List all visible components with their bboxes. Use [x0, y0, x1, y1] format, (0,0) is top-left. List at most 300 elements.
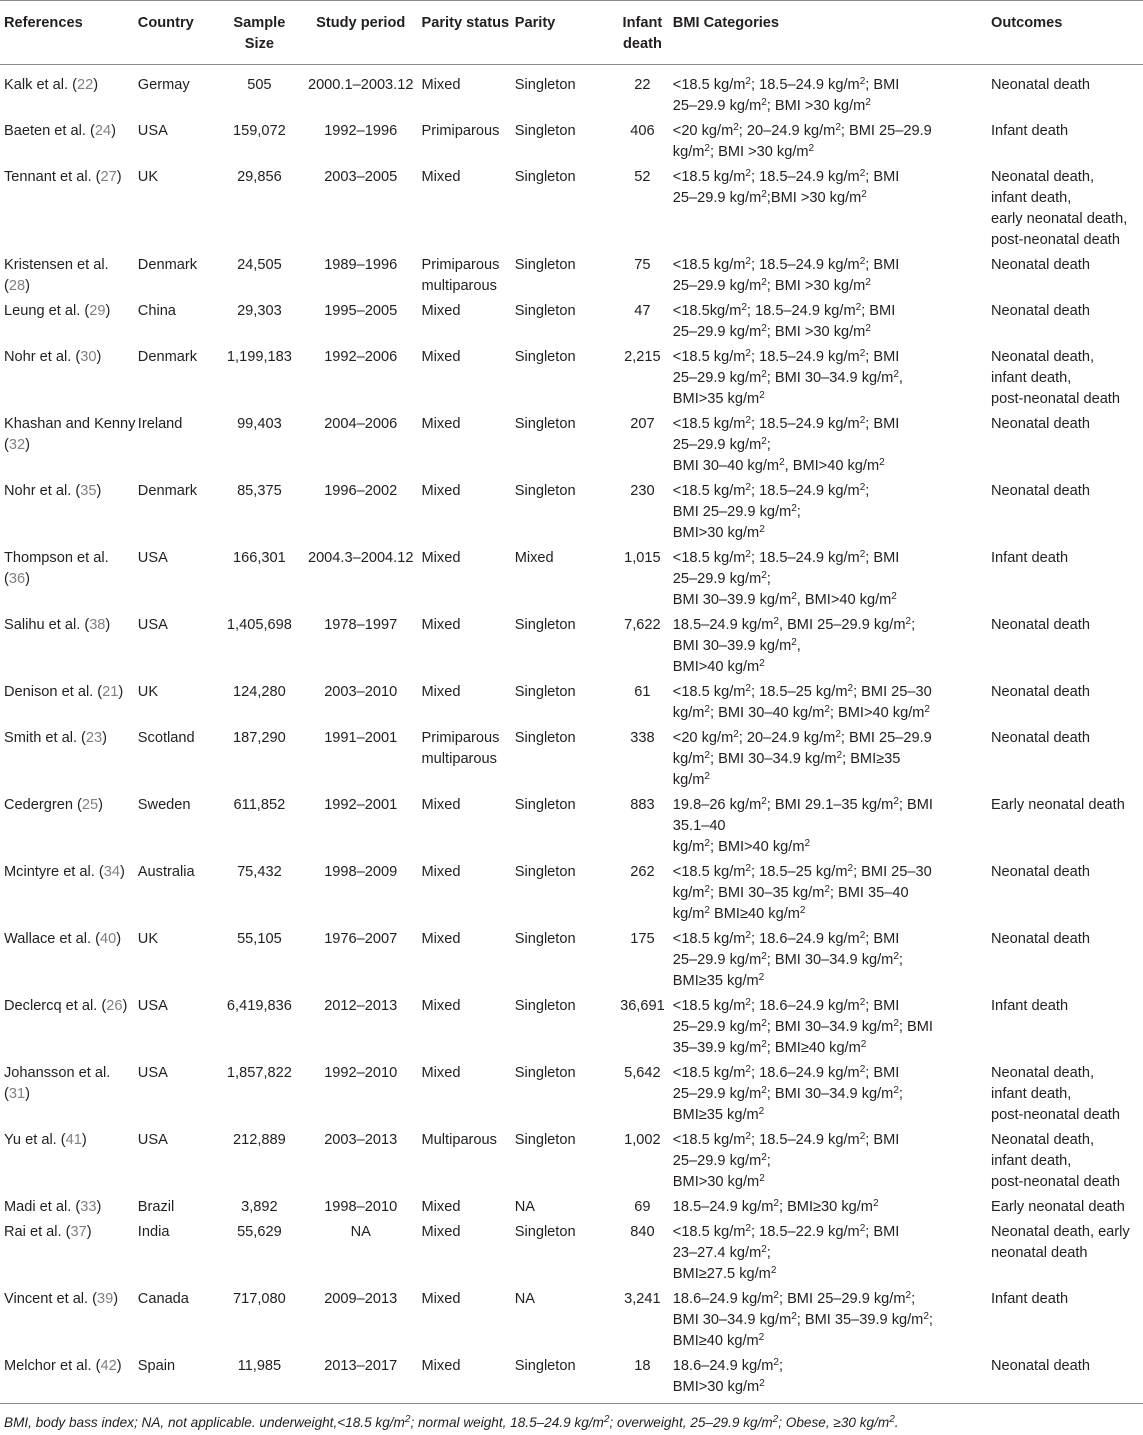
- cell-parity-status: Mixed: [422, 1353, 515, 1404]
- cell-reference: [0, 1286, 138, 1353]
- cell-bmi-categories: [673, 612, 991, 679]
- cell-reference: [0, 792, 138, 859]
- table-row: [0, 252, 1143, 298]
- bmi-line: BMI>30 $kg/m^2$: [672, 1173, 765, 1190]
- header-row: [0, 1, 1143, 65]
- bmi-line: <18.5 $kg/m^2$; 18.5–24.9 $kg/m^2$; BMI: [672, 549, 900, 566]
- cell-parity: Singleton: [514, 483, 576, 499]
- cell-country: Canada: [137, 1291, 189, 1307]
- outcome-line: post-neonatal death: [990, 232, 1120, 248]
- bmi-line: BMI≥35 $kg/m^2$: [672, 972, 765, 989]
- table-header: [0, 1, 1143, 65]
- cell-country: Ireland: [137, 416, 183, 432]
- bmi-line: 25–29.9 $kg/m^2$; BMI >30 $kg/m^2$: [672, 97, 871, 114]
- cell-sample-size: 1,405,698: [226, 617, 292, 633]
- citation-link[interactable]: 39: [97, 1291, 114, 1307]
- cell-parity: NA: [514, 1199, 536, 1215]
- bmi-line: 25–29.9 $kg/m^2$; BMI 30–34.9 $kg/m^2$;: [672, 1085, 903, 1102]
- reference-text: Tennant et al. (: [4, 169, 101, 185]
- cell-parity: Singleton: [514, 303, 576, 319]
- outcome-line: Infant death: [990, 998, 1069, 1014]
- cell-study-period: 1992–2006: [324, 349, 398, 365]
- table-row: [0, 859, 1143, 926]
- outcome-line: Infant death: [990, 550, 1069, 566]
- bmi-line: <18.5 $kg/m^2$; 18.5–24.9 $kg/m^2$; BMI: [672, 415, 900, 432]
- cell-outcomes: [991, 1060, 1143, 1127]
- header-outcomes: Outcomes: [991, 1, 1143, 65]
- bmi-line: 25–29.9 $kg/m^2$; BMI 30–34.9 $kg/m^2$,: [672, 369, 903, 386]
- table-row: [0, 679, 1143, 725]
- reference-close: ): [93, 77, 99, 93]
- header-parity: Parity: [515, 1, 612, 65]
- cell-bmi-categories: [673, 252, 991, 298]
- cell-study-period: 1992–1996: [324, 123, 398, 139]
- cell-reference: [0, 1353, 138, 1404]
- outcome-line: post-neonatal death: [990, 391, 1120, 407]
- cell-sample-size: 6,419,836: [226, 998, 292, 1014]
- reference-close: ): [96, 1199, 102, 1215]
- cell-country: USA: [137, 998, 168, 1014]
- outcome-line: Neonatal death,: [990, 1132, 1095, 1148]
- cell-parity: Singleton: [514, 1065, 576, 1081]
- table-row: [0, 1353, 1143, 1404]
- cell-reference: [0, 118, 138, 164]
- bmi-line: 19.8–26 $kg/m^2$; BMI 29.1–35 $kg/m^2$; BMI: [672, 796, 933, 813]
- outcome-line: Neonatal death: [990, 257, 1090, 273]
- cell-sample-size: 124,280: [233, 684, 286, 700]
- cell-study-period: 2000.1–2003.12: [307, 77, 414, 93]
- outcome-line: Neonatal death: [990, 77, 1090, 93]
- cell-sample-size: 55,629: [237, 1224, 282, 1240]
- cell-infant-death: 1,015: [624, 550, 661, 566]
- cell-parity: NA: [514, 1291, 536, 1307]
- cell-parity: Singleton: [514, 931, 576, 947]
- reference-text: Melchor et al. (: [4, 1358, 101, 1374]
- outcome-line: infant death,: [990, 370, 1072, 386]
- cell-parity-status: Mixed: [421, 1291, 461, 1307]
- cell-study-period: 2013–2017: [300, 1353, 422, 1404]
- cell-reference: [0, 252, 138, 298]
- reference-close: ): [116, 931, 122, 947]
- cell-parity-status: Mixed: [421, 483, 461, 499]
- cell-bmi-categories: [673, 164, 991, 252]
- table-row: [0, 164, 1143, 252]
- cell-parity-status: Mixed: [421, 303, 461, 319]
- cell-reference: [0, 1060, 138, 1127]
- outcome-line: Infant death: [990, 123, 1069, 139]
- cell-country: Australia: [137, 864, 195, 880]
- bmi-line: 25–29.9 $kg/m^2$; BMI 30–34.9 $kg/m^2$; BMI: [672, 1018, 933, 1035]
- bmi-line: 35–39.9 $kg/m^2$; BMI≥40 $kg/m^2$: [672, 1039, 867, 1056]
- cell-outcomes: [991, 252, 1143, 298]
- reference-text: Rai et al. (: [4, 1224, 71, 1240]
- cell-infant-death: 262: [630, 864, 655, 880]
- citation-link[interactable]: 38: [89, 617, 106, 633]
- cell-infant-death: 7,622: [624, 617, 661, 633]
- cell-infant-death: 175: [630, 931, 655, 947]
- reference-text: Denison et al. (: [4, 684, 103, 700]
- table-row: [0, 1194, 1143, 1219]
- outcome-line: infant death,: [990, 190, 1072, 206]
- cell-outcomes: [991, 164, 1143, 252]
- citation-link[interactable]: 31: [8, 1086, 26, 1102]
- cell-reference: [0, 859, 138, 926]
- header-sample-size: Sample Size: [219, 1, 300, 65]
- bmi-line: $kg/m^2$ BMI≥40 $kg/m^2$: [672, 905, 806, 922]
- cell-sample-size: 75,432: [237, 864, 282, 880]
- cell-sample-size: 611,852: [233, 797, 286, 813]
- cell-parity-status: Mixed: [421, 550, 461, 566]
- citation-link[interactable]: 24: [94, 123, 112, 139]
- cell-study-period: 1976–2007: [324, 931, 398, 947]
- cell-outcomes: [991, 298, 1143, 344]
- outcome-line: Neonatal death, early: [990, 1224, 1130, 1240]
- reference-text: Wallace et al. (: [4, 931, 100, 947]
- table-body: [0, 65, 1143, 1404]
- cell-bmi-categories: [673, 411, 991, 478]
- cell-parity-status: Mixed: [421, 1199, 461, 1215]
- cell-bmi-categories: [673, 1286, 991, 1353]
- table-row: [0, 1060, 1143, 1127]
- cell-study-period: 2003–2005: [324, 169, 398, 185]
- reference-text: Nohr et al. (: [4, 483, 81, 499]
- cell-bmi-categories: [673, 725, 991, 792]
- table-row: [0, 344, 1143, 411]
- outcome-line: Neonatal death,: [990, 169, 1095, 185]
- cell-study-period: 2003–2010: [324, 684, 398, 700]
- reference-text: Johansson et al. (: [4, 1065, 111, 1102]
- cell-bmi-categories: [673, 478, 991, 545]
- header-references: References: [0, 1, 138, 65]
- cell-country: Scotland: [137, 730, 195, 746]
- cell-outcomes: [991, 1127, 1143, 1194]
- bmi-line: BMI 25–29.9 $kg/m^2$;: [672, 503, 801, 520]
- reference-close: ): [105, 617, 111, 633]
- cell-study-period: 2009–2013: [324, 1291, 398, 1307]
- cell-reference: [0, 1219, 138, 1286]
- cell-study-period: 1992–2010: [324, 1065, 398, 1081]
- cell-country: Denmark: [137, 257, 197, 273]
- cell-reference: [0, 344, 138, 411]
- cell-outcomes: [991, 1286, 1143, 1353]
- outcome-line: post-neonatal death: [990, 1174, 1120, 1190]
- cell-country: Denmark: [137, 349, 197, 365]
- outcome-line: infant death,: [990, 1086, 1072, 1102]
- citation-link[interactable]: 32: [8, 437, 26, 453]
- cell-outcomes: [991, 792, 1143, 859]
- cell-bmi-categories: [673, 679, 991, 725]
- citation-link[interactable]: 30: [80, 349, 97, 365]
- cell-reference: [0, 679, 138, 725]
- reference-close: ): [81, 1132, 87, 1148]
- header-parity-status: Parity status: [422, 1, 515, 65]
- table-footnote: BMI, body bass index; NA, not applicable. underweight,<18.5 $kg/m^2$; normal weight, 18.5–24.9 $kg/m^2$; overweight, 25–29.9 $kg/m^2$; Obese, ≥30 $kg/m^2$.: [4, 1414, 899, 1430]
- cell-infant-death: 883: [630, 797, 655, 813]
- table-row: [0, 612, 1143, 679]
- citation-link[interactable]: 27: [100, 169, 117, 185]
- cell-study-period: 1998–2010: [324, 1199, 398, 1215]
- cell-study-period: 1998–2009: [324, 864, 398, 880]
- cell-study-period: NA: [350, 1224, 371, 1240]
- cell-outcomes: [991, 478, 1143, 545]
- cell-infant-death: 36,691: [620, 998, 665, 1014]
- outcome-line: neonatal death: [990, 1245, 1088, 1261]
- cell-parity: Singleton: [514, 1224, 576, 1240]
- cell-parity-status: Mixed: [421, 349, 461, 365]
- cell-bmi-categories: [673, 1194, 991, 1219]
- cell-country: Sweden: [137, 797, 191, 813]
- citation-link[interactable]: 37: [70, 1224, 87, 1240]
- cell-study-period: 2004–2006: [324, 416, 398, 432]
- cell-sample-size: 505: [247, 77, 272, 93]
- bmi-line: $<18.5kg/m^2$; 18.5–24.9 $kg/m^2$; BMI: [672, 302, 896, 319]
- reference-close: ): [25, 1086, 30, 1102]
- table-row: [0, 1219, 1143, 1286]
- cell-parity: Singleton: [514, 257, 576, 273]
- citation-link[interactable]: 25: [81, 797, 99, 813]
- reference-text: Yu et al. (: [4, 1132, 66, 1148]
- cell-infant-death: 75: [634, 257, 651, 273]
- bmi-line: 25–29.9 $kg/m^2$;: [672, 570, 771, 587]
- cell-outcomes: [991, 926, 1143, 993]
- bmi-line: $kg/m^2$; BMI 30–34.9 $kg/m^2$; BMI≥35: [672, 750, 901, 767]
- outcome-line: infant death,: [990, 1153, 1072, 1169]
- cell-infant-death: 69: [634, 1199, 651, 1215]
- bmi-line: $kg/m^2$; BMI>40 $kg/m^2$: [672, 838, 811, 855]
- cell-infant-death: 3,241: [624, 1291, 661, 1307]
- bmi-line: BMI>30 $kg/m^2$: [672, 1378, 765, 1395]
- cell-outcomes: [991, 679, 1143, 725]
- cell-parity: Singleton: [514, 1132, 576, 1148]
- cell-study-period: 1996–2002: [324, 483, 398, 499]
- citation-link[interactable]: 41: [65, 1132, 82, 1148]
- header-bmi-categories: BMI Categories: [673, 1, 991, 65]
- reference-text: Mcintyre et al. (: [4, 864, 104, 880]
- cell-sample-size: 85,375: [237, 483, 282, 499]
- cell-reference: [0, 65, 138, 119]
- bmi-line: <18.5 $kg/m^2$; 18.5–25 $kg/m^2$; BMI 25–30: [672, 683, 932, 700]
- bmi-line: 18.5–24.9 $kg/m^2$; BMI≥30 $kg/m^2$: [672, 1198, 879, 1215]
- bmi-line: 25–29.9 $kg/m^2$;: [672, 436, 771, 453]
- reference-text: Declercq et al. (: [4, 998, 107, 1014]
- cell-parity-status: Primiparous: [421, 123, 500, 139]
- reference-close: ): [25, 278, 30, 294]
- cell-parity: Singleton: [514, 797, 576, 813]
- outcome-line: Neonatal death: [990, 684, 1090, 700]
- reference-text: Vincent et al. (: [4, 1291, 98, 1307]
- reference-close: ): [113, 1291, 119, 1307]
- citation-link[interactable]: 26: [106, 998, 123, 1014]
- citation-link[interactable]: 22: [77, 77, 94, 93]
- reference-close: ): [119, 864, 125, 880]
- table-row: [0, 926, 1143, 993]
- outcome-line: Neonatal death: [990, 483, 1090, 499]
- bmi-line: <20 $kg/m^2$; 20–24.9 $kg/m^2$; BMI 25–29.9: [672, 729, 932, 746]
- cell-bmi-categories: [673, 1219, 991, 1286]
- cell-bmi-categories: [673, 859, 991, 926]
- cell-parity: Singleton: [515, 1353, 612, 1404]
- cell-reference: [0, 612, 138, 679]
- cell-reference: [0, 1194, 138, 1219]
- citation-link[interactable]: 40: [99, 931, 117, 947]
- cell-bmi-categories: [673, 118, 991, 164]
- cell-parity-status: Mixed: [421, 931, 461, 947]
- outcome-line: Infant death: [990, 1291, 1069, 1307]
- cell-parity: Singleton: [514, 684, 576, 700]
- cell-country: USA: [137, 123, 168, 139]
- bmi-line: BMI 30–34.9 $kg/m^2$; BMI 35–39.9 $kg/m^2$;: [672, 1311, 933, 1328]
- cell-country: UK: [137, 931, 159, 947]
- bmi-line: 23–27.4 $kg/m^2$;: [672, 1244, 771, 1261]
- cell-bmi-categories: [673, 298, 991, 344]
- cell-bmi-categories: [673, 545, 991, 612]
- cell-country: Denmark: [137, 483, 197, 499]
- cell-outcomes: [991, 411, 1143, 478]
- cell-sample-size: 1,857,822: [226, 1065, 292, 1081]
- bmi-line: <18.5 $kg/m^2$; 18.5–24.9 $kg/m^2$; BMI: [672, 76, 900, 93]
- reference-text: Baeten et al. (: [4, 123, 95, 139]
- bmi-line: BMI≥40 $kg/m^2$: [672, 1332, 765, 1349]
- reference-close: ): [25, 437, 30, 453]
- cell-infant-death: 47: [634, 303, 651, 319]
- cell-bmi-categories: [673, 926, 991, 993]
- header-study-period: Study period: [300, 1, 422, 65]
- cell-parity: Singleton: [514, 416, 576, 432]
- bmi-line: <18.5 $kg/m^2$; 18.5–24.9 $kg/m^2$;: [672, 482, 870, 499]
- cell-parity-status: Primiparous multiparous: [421, 730, 500, 767]
- citation-link[interactable]: 33: [80, 1199, 97, 1215]
- bmi-line: BMI>35 $kg/m^2$: [672, 390, 765, 407]
- outcome-line: Neonatal death: [990, 1358, 1090, 1374]
- cell-parity-status: Mixed: [421, 1065, 461, 1081]
- cell-bmi-categories: [673, 344, 991, 411]
- cell-reference: [0, 545, 138, 612]
- citation-link[interactable]: 42: [100, 1358, 117, 1374]
- cell-bmi-categories: [673, 65, 991, 119]
- table-row: [0, 993, 1143, 1060]
- cell-infant-death: 52: [634, 169, 651, 185]
- cell-reference: [0, 926, 138, 993]
- header-infant-death: Infant death: [612, 1, 673, 65]
- cell-outcomes: [991, 859, 1143, 926]
- cell-parity: Singleton: [514, 123, 576, 139]
- outcome-line: early neonatal death,: [990, 211, 1128, 227]
- cell-outcomes: [991, 612, 1143, 679]
- outcome-line: Neonatal death: [990, 864, 1090, 880]
- cell-infant-death: 2,215: [624, 349, 661, 365]
- header-country: Country: [138, 1, 219, 65]
- reference-text: Madi et al. (: [4, 1199, 81, 1215]
- reference-text: Thompson et al. (: [4, 550, 109, 587]
- cell-sample-size: 55,105: [237, 931, 282, 947]
- outcome-line: Neonatal death: [990, 730, 1090, 746]
- table-row: [0, 298, 1143, 344]
- reference-close: ): [116, 1358, 122, 1374]
- cell-study-period: 2004.3–2004.12: [307, 550, 414, 566]
- cell-parity: Singleton: [514, 77, 576, 93]
- cell-infant-death: 61: [634, 684, 651, 700]
- cell-outcomes: [991, 1219, 1143, 1286]
- bmi-line: $kg/m^2$; BMI 30–35 $kg/m^2$; BMI 35–40: [672, 884, 909, 901]
- reference-text: Salihu et al. (: [4, 617, 90, 633]
- outcome-line: Neonatal death: [990, 303, 1090, 319]
- bmi-line: <18.5 $kg/m^2$; 18.6–24.9 $kg/m^2$; BMI: [672, 1064, 900, 1081]
- cell-parity-status: Mixed: [421, 416, 461, 432]
- table-row: [0, 792, 1143, 859]
- cell-country: UK: [137, 169, 159, 185]
- cell-parity-status: Mixed: [421, 864, 461, 880]
- cell-reference: [0, 993, 138, 1060]
- outcome-line: Neonatal death,: [990, 1065, 1095, 1081]
- cell-outcomes: [991, 725, 1143, 792]
- bmi-line: <18.5 $kg/m^2$; 18.5–25 $kg/m^2$; BMI 25–30: [672, 863, 932, 880]
- cell-infant-death: 840: [630, 1224, 655, 1240]
- cell-outcomes: [991, 993, 1143, 1060]
- cell-infant-death: 207: [630, 416, 655, 432]
- outcome-line: Neonatal death: [990, 617, 1090, 633]
- citation-link[interactable]: 23: [85, 730, 103, 746]
- bmi-line: BMI 30–40 $kg/m^2$, BMI>40 $kg/m^2$: [672, 457, 885, 474]
- reference-close: ): [102, 730, 108, 746]
- reference-text: Kalk et al. (: [4, 77, 77, 93]
- citation-link[interactable]: 36: [8, 571, 26, 587]
- bmi-line: BMI 30–39.9 $kg/m^2$,: [672, 637, 801, 654]
- citation-link[interactable]: 35: [80, 483, 97, 499]
- cell-infant-death: 1,002: [624, 1132, 661, 1148]
- citation-link[interactable]: 34: [103, 864, 120, 880]
- outcome-line: Neonatal death: [990, 931, 1090, 947]
- reference-close: ): [96, 349, 102, 365]
- cell-parity: Singleton: [514, 349, 576, 365]
- cell-sample-size: 24,505: [237, 257, 282, 273]
- cell-sample-size: 29,303: [237, 303, 282, 319]
- outcome-line: post-neonatal death: [990, 1107, 1120, 1123]
- citation-link[interactable]: 29: [89, 303, 106, 319]
- bmi-line: $kg/m^2$; BMI 30–40 $kg/m^2$; BMI>40 $kg/m^2$: [672, 704, 930, 721]
- cell-study-period: 1991–2001: [324, 730, 398, 746]
- citation-link[interactable]: 28: [8, 278, 26, 294]
- reference-text: Cedergren (: [4, 797, 82, 813]
- cell-sample-size: 99,403: [237, 416, 282, 432]
- bmi-line: <18.5 $kg/m^2$; 18.5–24.9 $kg/m^2$; BMI: [672, 256, 900, 273]
- cell-country: USA: [137, 617, 168, 633]
- cell-infant-death: 230: [630, 483, 655, 499]
- bmi-line: 25–29.9 $kg/m^2;BMI >30$ $kg/m^2$: [672, 189, 867, 206]
- cell-sample-size: 717,080: [233, 1291, 286, 1307]
- cell-parity: Singleton: [514, 617, 576, 633]
- reference-text: Khashan and Kenny (: [4, 416, 136, 453]
- cell-parity-status: Mixed: [421, 797, 461, 813]
- cell-bmi-categories: [673, 993, 991, 1060]
- cell-bmi-categories: [673, 792, 991, 859]
- reference-close: ): [25, 571, 30, 587]
- cell-outcomes: [991, 1353, 1143, 1404]
- cell-country: China: [137, 303, 176, 319]
- cell-country: USA: [137, 550, 168, 566]
- cell-outcomes: [991, 344, 1143, 411]
- reference-text: Leung et al. (: [4, 303, 90, 319]
- table-row: [0, 725, 1143, 792]
- reference-close: ): [98, 797, 103, 813]
- cell-parity: Singleton: [514, 730, 576, 746]
- cell-parity: Singleton: [514, 169, 576, 185]
- cell-bmi-categories: [673, 1353, 991, 1404]
- cell-bmi-categories: [673, 1127, 991, 1194]
- reference-text: Smith et al. (: [4, 730, 86, 746]
- citation-link[interactable]: 21: [102, 684, 119, 700]
- cell-infant-death: 5,642: [624, 1065, 661, 1081]
- cell-outcomes: [991, 65, 1143, 119]
